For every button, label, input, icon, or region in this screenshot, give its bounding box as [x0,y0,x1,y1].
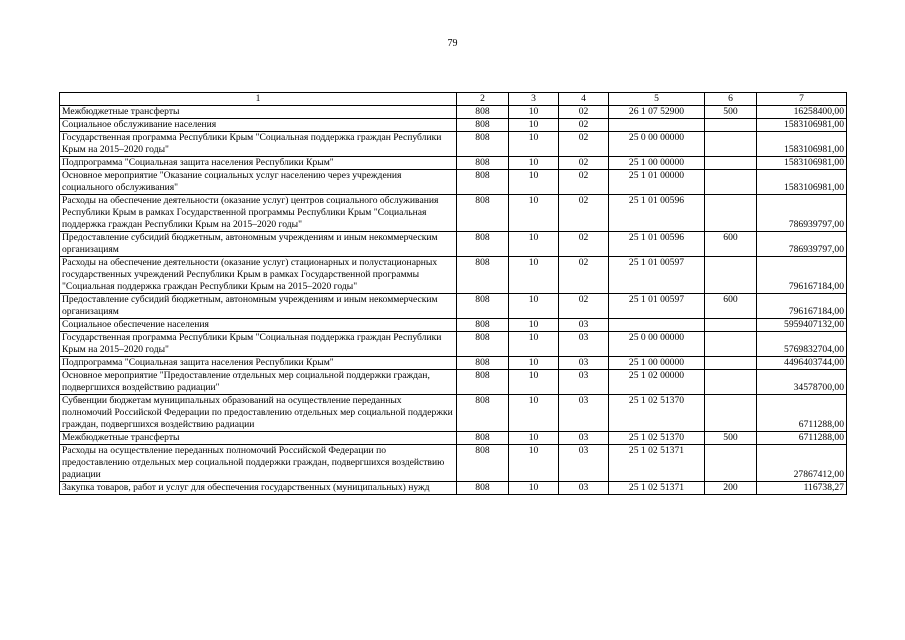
target-article-code: 25 0 00 00000 [609,132,705,157]
table-row [60,232,847,257]
amount: 1583106981,00 [757,119,847,132]
target-article-code: 25 1 00 00000 [609,357,705,370]
expense-type-code [705,157,757,170]
row-name: Основное мероприятие "Предоставление отдельных мер социальной поддержки граждан, подвергшихся воздействию радиации" [60,370,457,395]
amount: 16258400,00 [757,106,847,119]
table-row [60,445,847,482]
department-code: 808 [457,445,509,482]
row-name: Социальное обеспечение населения [60,319,457,332]
row-name: Государственная программа Республики Крым "Социальная поддержка граждан Республики Крым на 2015–2020 годы" [60,332,457,357]
column-header: 5 [609,93,705,106]
department-code: 808 [457,119,509,132]
table-row [60,319,847,332]
amount: 34578700,00 [757,370,847,395]
expense-type-code [705,319,757,332]
expense-type-code [705,445,757,482]
target-article-code: 25 1 01 00000 [609,170,705,195]
column-header: 7 [757,93,847,106]
table-header-row [60,93,847,106]
amount: 27867412,00 [757,445,847,482]
expense-type-code [705,332,757,357]
column-header: 6 [705,93,757,106]
row-name: Предоставление субсидий бюджетным, автономным учреждениям и иным некоммерческим организациям [60,294,457,319]
section-code: 10 [509,106,559,119]
subsection-code: 03 [559,357,609,370]
amount: 6711288,00 [757,432,847,445]
subsection-code: 03 [559,395,609,432]
row-name: Расходы на обеспечение деятельности (оказание услуг) центров социального обслуживания Республики Крым в рамках Государственной программы Республики Крым "Социальная поддержка граждан Республики Крым на 2015–2020 годы" [60,195,457,232]
row-name: Закупка товаров, работ и услуг для обеспечения государственных (муниципальных) нужд [60,482,457,495]
target-article-code: 25 1 01 00596 [609,232,705,257]
expense-type-code: 500 [705,432,757,445]
section-code: 10 [509,132,559,157]
table-row [60,170,847,195]
expense-type-code: 600 [705,232,757,257]
department-code: 808 [457,132,509,157]
subsection-code: 02 [559,106,609,119]
section-code: 10 [509,257,559,294]
table-row [60,119,847,132]
department-code: 808 [457,232,509,257]
amount: 1583106981,00 [757,170,847,195]
subsection-code: 02 [559,157,609,170]
subsection-code: 03 [559,332,609,357]
subsection-code: 02 [559,170,609,195]
section-code: 10 [509,195,559,232]
department-code: 808 [457,395,509,432]
subsection-code: 02 [559,132,609,157]
table-row [60,294,847,319]
target-article-code: 25 1 02 51370 [609,395,705,432]
expense-type-code [705,357,757,370]
section-code: 10 [509,482,559,495]
section-code: 10 [509,370,559,395]
department-code: 808 [457,370,509,395]
section-code: 10 [509,232,559,257]
row-name: Основное мероприятие "Оказание социальных услуг населению через учреждения социального обслуживания" [60,170,457,195]
subsection-code: 02 [559,195,609,232]
expense-type-code [705,132,757,157]
department-code: 808 [457,157,509,170]
target-article-code [609,319,705,332]
row-name: Подпрограмма "Социальная защита населения Республики Крым" [60,157,457,170]
target-article-code: 25 1 02 00000 [609,370,705,395]
section-code: 10 [509,432,559,445]
department-code: 808 [457,106,509,119]
department-code: 808 [457,294,509,319]
target-article-code: 25 1 01 00597 [609,257,705,294]
section-code: 10 [509,445,559,482]
section-code: 10 [509,332,559,357]
target-article-code: 25 1 02 51371 [609,445,705,482]
budget-table [59,92,847,495]
column-header: 2 [457,93,509,106]
department-code: 808 [457,357,509,370]
amount: 786939797,00 [757,195,847,232]
target-article-code: 26 1 07 52900 [609,106,705,119]
section-code: 10 [509,119,559,132]
target-article-code: 25 1 01 00596 [609,195,705,232]
table-row [60,257,847,294]
table-row [60,332,847,357]
subsection-code: 02 [559,257,609,294]
table-row [60,432,847,445]
subsection-code: 02 [559,232,609,257]
amount: 4496403744,00 [757,357,847,370]
expense-type-code [705,170,757,195]
amount: 6711288,00 [757,395,847,432]
amount: 796167184,00 [757,294,847,319]
amount: 1583106981,00 [757,157,847,170]
expense-type-code [705,257,757,294]
department-code: 808 [457,319,509,332]
expense-type-code [705,395,757,432]
subsection-code: 03 [559,319,609,332]
department-code: 808 [457,332,509,357]
department-code: 808 [457,195,509,232]
expense-type-code [705,370,757,395]
subsection-code: 02 [559,119,609,132]
row-name: Предоставление субсидий бюджетным, автономным учреждениям и иным некоммерческим организациям [60,232,457,257]
row-name: Социальное обслуживание населения [60,119,457,132]
table-row [60,157,847,170]
department-code: 808 [457,482,509,495]
section-code: 10 [509,357,559,370]
subsection-code: 03 [559,370,609,395]
column-header: 1 [60,93,457,106]
expense-type-code [705,119,757,132]
section-code: 10 [509,294,559,319]
row-name: Расходы на осуществление переданных полномочий Российской Федерации по предоставлению отдельных мер социальной поддержки граждан, подвергшихся воздействию радиации [60,445,457,482]
amount: 5959407132,00 [757,319,847,332]
expense-type-code: 600 [705,294,757,319]
expense-type-code [705,195,757,232]
subsection-code: 03 [559,432,609,445]
subsection-code: 02 [559,294,609,319]
target-article-code: 25 0 00 00000 [609,332,705,357]
table-row [60,482,847,495]
department-code: 808 [457,432,509,445]
subsection-code: 03 [559,445,609,482]
table-row [60,106,847,119]
row-name: Государственная программа Республики Крым "Социальная поддержка граждан Республики Крым на 2015–2020 годы" [60,132,457,157]
amount: 1583106981,00 [757,132,847,157]
row-name: Межбюджетные трансферты [60,432,457,445]
table-row [60,132,847,157]
table-row [60,395,847,432]
section-code: 10 [509,395,559,432]
subsection-code: 03 [559,482,609,495]
row-name: Расходы на обеспечение деятельности (оказание услуг) стационарных и полустационарных государственных учреждений Республики Крым в рамках Государственной программы "Социальная поддержка граждан Республики Крым на 2015–2020 годы" [60,257,457,294]
target-article-code: 25 1 02 51371 [609,482,705,495]
target-article-code: 25 1 02 51370 [609,432,705,445]
department-code: 808 [457,257,509,294]
table-row [60,357,847,370]
amount: 786939797,00 [757,232,847,257]
table-row [60,195,847,232]
row-name: Подпрограмма "Социальная защита населения Республики Крым" [60,357,457,370]
column-header: 4 [559,93,609,106]
department-code: 808 [457,170,509,195]
amount: 116738,27 [757,482,847,495]
section-code: 10 [509,170,559,195]
row-name: Межбюджетные трансферты [60,106,457,119]
target-article-code [609,119,705,132]
column-header: 3 [509,93,559,106]
amount: 796167184,00 [757,257,847,294]
section-code: 10 [509,319,559,332]
target-article-code: 25 1 00 00000 [609,157,705,170]
expense-type-code: 500 [705,106,757,119]
table-row [60,370,847,395]
expense-type-code: 200 [705,482,757,495]
section-code: 10 [509,157,559,170]
target-article-code: 25 1 01 00597 [609,294,705,319]
page-number: 79 [447,38,458,49]
row-name: Субвенции бюджетам муниципальных образований на осуществление переданных полномочий Российской Федерации по предоставлению отдельных мер социальной поддержки граждан, подвергшихся воздействию радиации [60,395,457,432]
amount: 5769832704,00 [757,332,847,357]
